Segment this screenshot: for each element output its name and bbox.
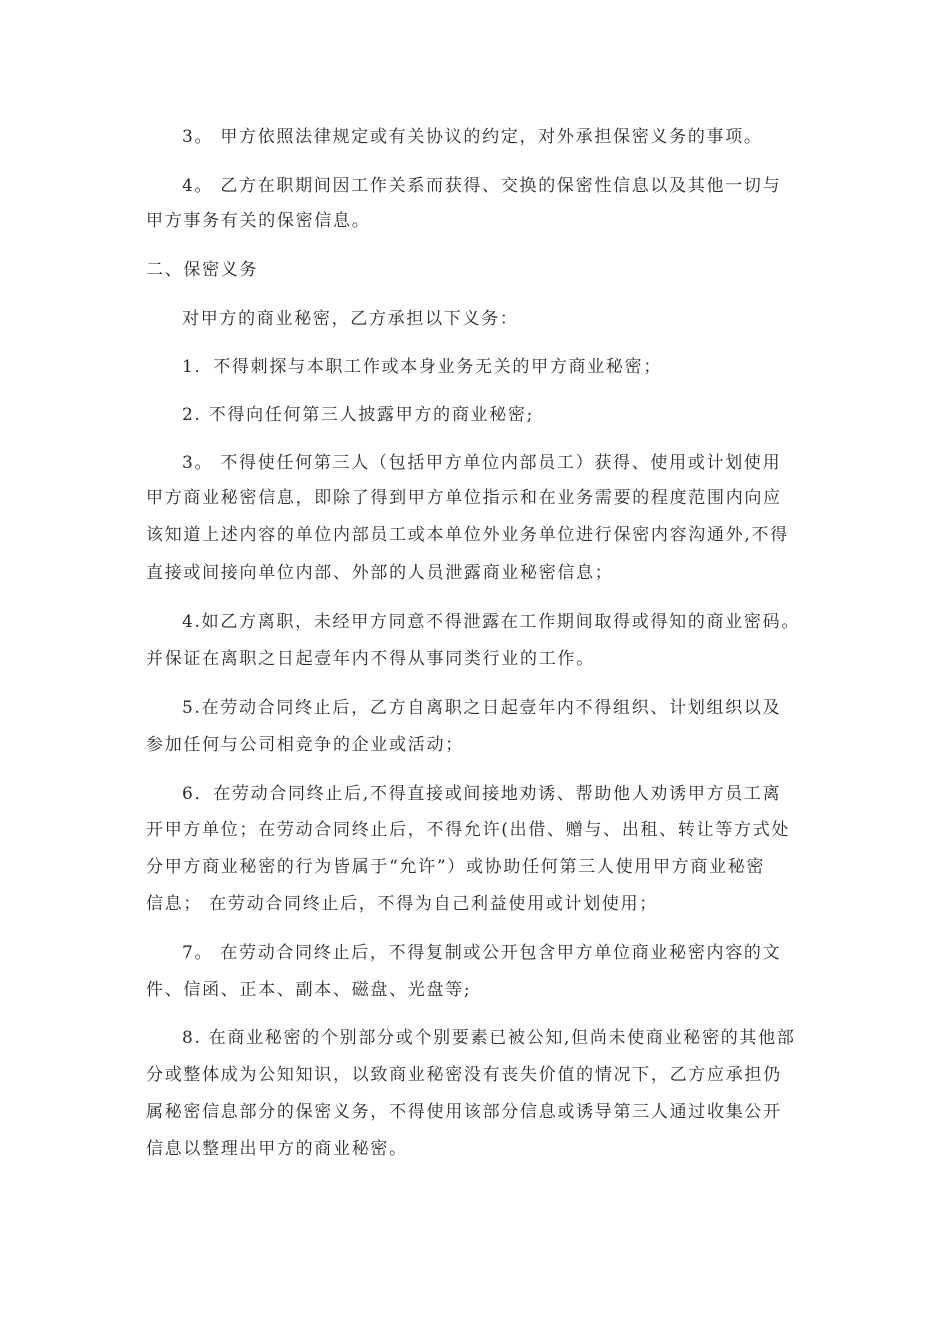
paragraph-line: 7。 在劳动合同终止后，不得复制或公开包含甲方单位商业秘密内容的文: [182, 943, 782, 963]
paragraph-line: 信息以整理出甲方的商业秘密。: [146, 1139, 408, 1159]
paragraph-line: 直接或间接向单位内部、外部的人员泄露商业秘密信息；: [146, 563, 614, 583]
paragraph-line: 1．不得刺探与本职工作或本身业务无关的甲方商业秘密；: [182, 357, 663, 377]
paragraph-line: 甲方事务有关的保密信息。: [146, 211, 371, 231]
paragraph-line: 该知道上述内容的单位内部员工或本单位外业务单位进行保密内容沟通外,不得: [146, 525, 789, 545]
paragraph-line: 3。 甲方依照法律规定或有关协议的约定，对外承担保密义务的事项。: [182, 127, 763, 147]
section-heading: 二、保密义务: [146, 260, 259, 280]
paragraph-line: 件、信函、正本、副本、磁盘、光盘等;: [146, 980, 472, 1000]
paragraph-line: 6．在劳动合同终止后,不得直接或间接地劝诱、帮助他人劝诱甲方员工离: [182, 784, 782, 804]
paragraph-line: 并保证在离职之日起壹年内不得从事同类行业的工作。: [146, 649, 595, 669]
paragraph-line: 参加任何与公司相竞争的企业或活动；: [146, 735, 464, 755]
paragraph-line: 甲方商业秘密信息，即除了得到甲方单位指示和在业务需要的程度范围内向应: [146, 488, 782, 508]
paragraph-line: 8. 在商业秘密的个别部分或个别要素已被公知,但尚未使商业秘密的其他部: [182, 1028, 796, 1048]
paragraph-line: 3。 不得使任何第三人（包括甲方单位内部员工）获得、使用或计划使用: [182, 453, 782, 473]
paragraph-line: 5.在劳动合同终止后，乙方自离职之日起壹年内不得组织、计划组织以及: [182, 698, 782, 718]
paragraph-line: 分甲方商业秘密的行为皆属于“允许”）或协助任何第三人使用甲方商业秘密: [146, 857, 766, 877]
paragraph-line: 属秘密信息部分的保密义务，不得使用该部分信息或诱导第三人通过收集公开: [146, 1102, 782, 1122]
paragraph-line: 4.如乙方离职，未经甲方同意不得泄露在工作期间取得或得知的商业密码。: [182, 612, 801, 632]
paragraph-line: 开甲方单位；在劳动合同终止后，不得允许(出借、赠与、出租、转让等方式处: [146, 820, 791, 840]
paragraph-line: 2. 不得向任何第三人披露甲方的商业秘密;: [182, 405, 535, 425]
paragraph-line: 信息； 在劳动合同终止后，不得为自己利益使用或计划使用；: [146, 894, 659, 914]
paragraph-line: 4。 乙方在职期间因工作关系而获得、交换的保密性信息以及其他一切与: [182, 176, 782, 196]
paragraph-line: 分或整体成为公知知识，以致商业秘密没有丧失价值的情况下，乙方应承担仍: [146, 1065, 782, 1085]
paragraph-line: 对甲方的商业秘密，乙方承担以下义务：: [182, 309, 519, 329]
